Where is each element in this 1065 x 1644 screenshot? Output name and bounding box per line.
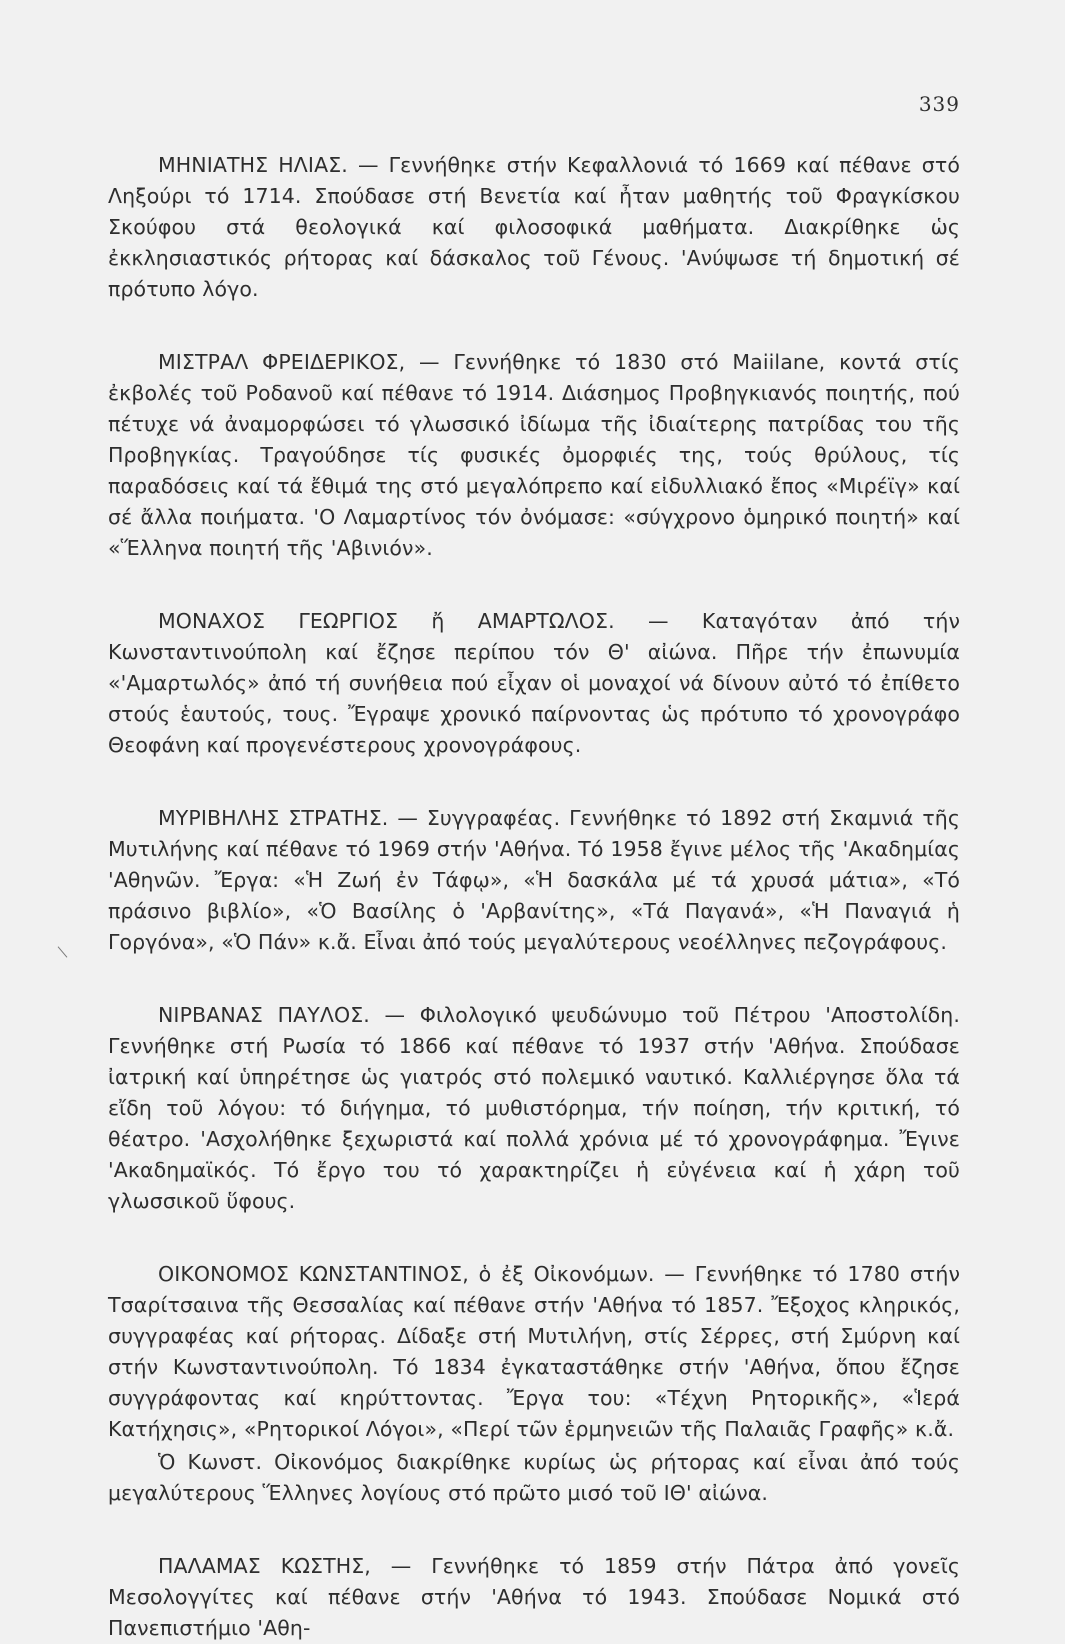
entry-miniatis [108,150,960,305]
entry-palamas [108,1551,960,1644]
entry-text: ΜΥΡΙΒΗΛΗΣ ΣΤΡΑΤΗΣ. — Συγγραφέας. Γεννήθηκε τό 1892 στή Σκαμνιά τῆς Μυτιλήνης καί πέθανε τό 1969 στήν 'Αθήνα. Τό 1958 ἔγινε μέλος τῆς 'Ακαδημίας 'Αθηνῶν. Ἔργα: «Ἡ Ζωή ἐν Τάφῳ», «Ἡ δασκάλα μέ τά χρυσά μάτια», «Τό πράσινο βιβλίο», «Ὁ Βασίλης ὁ 'Αρβανίτης», «Τά Παγανά», «Ἡ Παναγιά ἡ Γοργόνα», «Ὁ Πάν» κ.ἄ. Εἶναι ἀπό τούς μεγαλύτερους νεοέλληνες πεζογράφους. [108,806,960,954]
entry-mistral [108,347,960,564]
entry-text: ΝΙΡΒΑΝΑΣ ΠΑΥΛΟΣ. — Φιλολογικό ψευδώνυμο τοῦ Πέτρου 'Αποστολίδη. Γεννήθηκε στή Ρωσία τό 1866 καί πέθανε τό 1937 στήν 'Αθήνα. Σπούδασε ἰατρική καί ὑπηρέτησε ὡς γιατρός στό πολεμικό ναυτικό. Καλλιέργησε ὅλα τά εἴδη τοῦ λόγου: τό διήγημα, τό μυθιστόρημα, τήν ποίηση, τήν κριτική, τό θέατρο. 'Ασχολήθηκε ξεχωριστά καί πολλά χρόνια μέ τό χρονογράφημα. Ἔγινε 'Ακαδημαϊκός. Τό ἔργο του τό χαρακτηρίζει ἡ εὐγένεια καί ἡ χάρη τοῦ γλωσσικοῦ ὕφους. [108,1003,960,1213]
entry-text: ΠΑΛΑΜΑΣ ΚΩΣΤΗΣ, — Γεννήθηκε τό 1859 στήν Πάτρα ἀπό γονεῖς Μεσολογγίτες καί πέθανε στήν 'Αθήνα τό 1943. Σπούδασε Νομικά στό Πανεπιστήμιο 'Αθη- [108,1554,960,1640]
entry-nirvanas [108,1000,960,1217]
entry-monachos-georgios [108,606,960,761]
stray-pen-mark [58,946,68,957]
entry-text: ΜΗΝΙΑΤΗΣ ΗΛΙΑΣ. — Γεννήθηκε στήν Κεφαλλονιά τό 1669 καί πέθανε στό Ληξούρι τό 1714. Σπούδασε στή Βενετία καί ἦταν μαθητής τοῦ Φραγκίσκου Σκούφου στά θεολογικά καί φιλοσοφικά μαθήματα. Διακρίθηκε ὡς ἐκκλησιαστικός ρήτορας καί δάσκαλος τοῦ Γένους. 'Ανύψωσε τή δημοτική σέ πρότυπο λόγο. [108,153,960,301]
entry-text: ΜΙΣΤΡΑΛ ΦΡΕΙΔΕΡΙΚΟΣ, — Γεννήθηκε τό 1830 στό Maiilane, κοντά στίς ἐκβολές τοῦ Ροδανοῦ καί πέθανε τό 1914. Διάσημος Προβηγκιανός ποιητής, πού πέτυχε νά ἀναμορφώσει τό γλωσσικό ἰδίωμα τῆς ἰδιαίτερης πατρίδας του τῆς Προβηγκίας. Τραγούδησε τίς φυσικές ὀμορφιές της, τούς θρύλους, τίς παραδόσεις καί τά ἔθιμά της στό μεγαλόπρεπο καί εἰδυλλιακό ἔπος «Μιρέϊγ» καί σέ ἄλλα ποιήματα. 'Ο Λαμαρτίνος τόν ὀνόμασε: «σύγχρονο ὁμηρικό ποιητή» καί «Ἕλληνα ποιητή τῆς 'Αβινιόν». [108,350,960,560]
entry-oikonomos [108,1259,960,1509]
biographical-entries [108,150,960,1644]
entry-text: ΜΟΝΑΧΟΣ ΓΕΩΡΓΙΟΣ ἤ ΑΜΑΡΤΩΛΟΣ. — Καταγόταν ἀπό τήν Κωνσταντινούπολη καί ἔζησε περίπου τόν Θ' αἰώνα. Πῆρε τήν ἐπωνυμία «'Αμαρτωλός» ἀπό τή συνήθεια πού εἶχαν οἱ μοναχοί νά δίνουν αὐτό τό ἐπίθετο στούς ἑαυτούς, τους. Ἔγραψε χρονικό παίρνοντας ὡς πρότυπο τό χρονογράφο Θεοφάνη καί προγενέστερους χρονογράφους. [108,609,960,757]
entry-text: ΟΙΚΟΝΟΜΟΣ ΚΩΝΣΤΑΝΤΙΝΟΣ, ὁ ἐξ Οἰκονόμων. — Γεννήθηκε τό 1780 στήν Τσαρίτσαινα τῆς Θεσσαλίας καί πέθανε στήν 'Αθήνα τό 1857. Ἔξοχος κληρικός, συγγραφέας καί ρήτορας. Δίδαξε στή Μυτιλήνη, στίς Σέρρες, στή Σμύρνη καί στήν Κωνσταντινούπολη. Τό 1834 ἐγκαταστάθηκε στήν 'Αθήνα, ὅπου ἔζησε συγγράφοντας καί κηρύττοντας. Ἔργα του: «Τέχνη Ρητορικῆς», «Ἱερά Κατήχησις», «Ρητορικοί Λόγοι», «Περί τῶν ἑρμηνειῶν τῆς Παλαιᾶς Γραφῆς» κ.ἄ. [108,1262,960,1441]
entry-myrivilis [108,803,960,958]
entry-continuation: Ὁ Κωνστ. Οἰκονόμος διακρίθηκε κυρίως ὡς ρήτορας καί εἶναι ἀπό τούς μεγαλύτερους Ἕλληνες λογίους στό πρῶτο μισό τοῦ ΙΘ' αἰώνα. [108,1450,960,1505]
page-number: 339 [918,92,960,116]
